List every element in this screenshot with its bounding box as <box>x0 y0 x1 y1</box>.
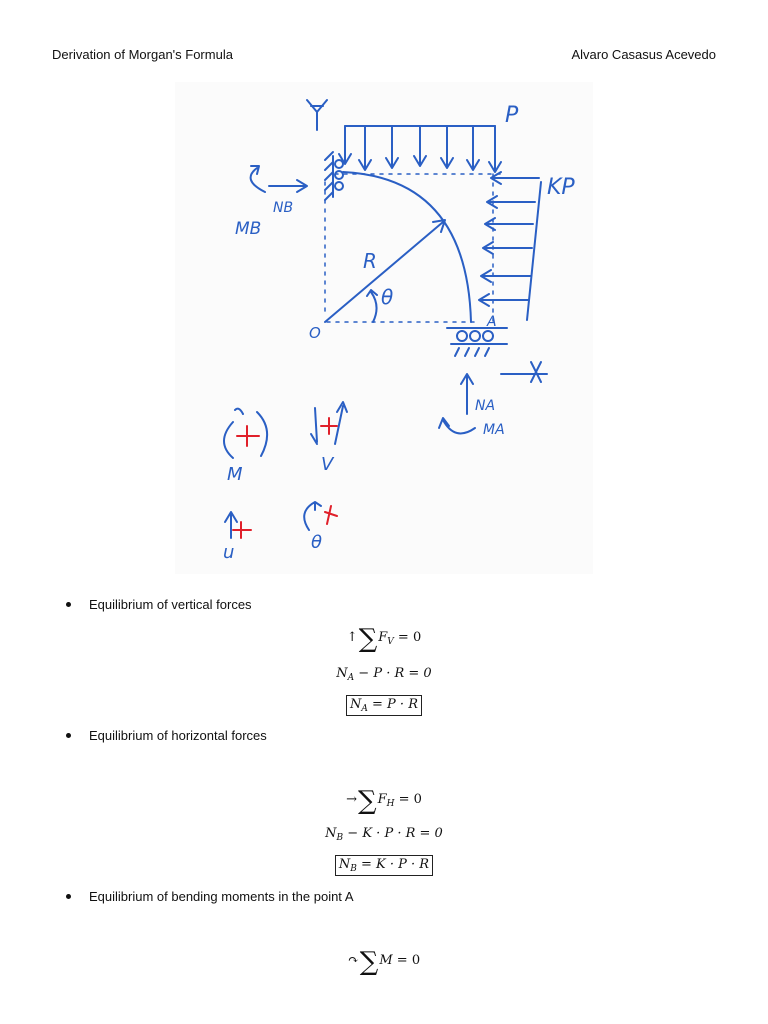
support-a-symbol <box>501 362 547 382</box>
label-theta: θ <box>381 285 394 309</box>
eq-symbol: N <box>336 666 348 681</box>
label-m: M <box>227 464 243 485</box>
eq-symbol: F <box>377 792 387 807</box>
bullet-horizontal-forces <box>66 728 267 743</box>
bullet-text: Equilibrium of bending moments in the point A <box>89 889 354 904</box>
ma-arc <box>439 418 475 433</box>
label-kp: KP <box>547 175 575 200</box>
eq-rest: = K · P · R <box>356 857 430 872</box>
eq-subscript: V <box>387 637 394 647</box>
eq-rhs: = 0 <box>392 953 421 968</box>
eq-symbol: N <box>325 826 337 841</box>
label-ma: MA <box>483 422 505 438</box>
bullet-text: Equilibrium of vertical forces <box>89 597 252 612</box>
structure-sketch <box>175 82 593 574</box>
sigma-symbol: ∑ <box>358 624 378 654</box>
support-b-hatch <box>325 152 333 200</box>
eq-subscript: A <box>361 704 368 714</box>
arch-curve <box>343 172 471 322</box>
label-nb: NB <box>273 200 294 216</box>
equation-sum-fh <box>0 786 768 816</box>
eq-symbol: M <box>379 953 393 968</box>
theta-arc <box>367 290 377 322</box>
load-p-arrows <box>339 126 501 172</box>
hand-drawn-diagram <box>175 82 593 574</box>
shear-plus-sign <box>321 418 337 434</box>
moment-plus-sign <box>237 426 259 446</box>
eq-subscript: A <box>347 673 355 683</box>
eq-rest: − P · R = 0 <box>354 666 432 681</box>
bullet-text: Equilibrium of horizontal forces <box>89 728 267 743</box>
equation-sum-m <box>0 947 768 977</box>
support-a-hatch <box>451 344 507 356</box>
equation-nb-result <box>0 855 768 876</box>
eq-subscript: B <box>350 864 357 874</box>
eq-rest: − K · P · R = 0 <box>343 826 443 841</box>
bullet-dot <box>66 894 71 899</box>
document-title: Derivation of Morgan's Formula <box>52 47 233 62</box>
na-arrow <box>461 374 473 414</box>
eq-subscript: H <box>386 799 395 809</box>
equation-sum-fv <box>0 624 768 654</box>
eq-symbol: F <box>378 630 388 645</box>
label-v: V <box>321 454 334 475</box>
theta-sign-arc <box>304 502 321 530</box>
equation-na-expanded <box>0 666 768 683</box>
sigma-symbol: ∑ <box>358 786 377 816</box>
eq-symbol: N <box>350 697 362 712</box>
label-r: R <box>363 249 377 273</box>
boxed-result <box>335 855 433 876</box>
equation-na-result <box>0 695 768 716</box>
bullet-bending-moments <box>66 889 354 904</box>
u-sign-arrow <box>225 512 237 538</box>
nb-arrow <box>269 180 307 192</box>
u-plus-sign <box>233 522 251 538</box>
eq-arrow: ↷ <box>347 953 359 968</box>
roller-a-1 <box>457 331 467 341</box>
roller-b-3 <box>335 182 343 190</box>
roller-a-3 <box>483 331 493 341</box>
roller-a-2 <box>470 331 480 341</box>
label-na: NA <box>475 398 496 414</box>
bullet-dot <box>66 602 71 607</box>
label-theta-sign: θ <box>311 532 323 553</box>
label-p: P <box>505 103 519 128</box>
bullet-vertical-forces <box>66 597 252 612</box>
mb-arc <box>251 166 265 192</box>
eq-symbol: N <box>338 857 351 872</box>
eq-rhs: = 0 <box>394 792 422 807</box>
label-a: A <box>487 314 497 330</box>
moment-sign-arcs <box>224 409 267 458</box>
support-top-symbol <box>307 100 327 130</box>
eq-rhs: = 0 <box>393 630 422 645</box>
label-o: O <box>309 324 321 342</box>
equation-nb-expanded <box>0 826 768 843</box>
bullet-dot <box>66 733 71 738</box>
eq-rest: = P · R <box>367 697 418 712</box>
roller-b-2 <box>335 171 343 179</box>
label-mb: MB <box>235 219 262 239</box>
sigma-symbol: ∑ <box>359 947 379 977</box>
theta-plus-sign <box>325 506 337 524</box>
label-u: u <box>223 542 235 563</box>
eq-arrow: ↑ <box>346 630 358 645</box>
eq-arrow: → <box>346 792 357 807</box>
eq-subscript: B <box>336 833 344 843</box>
roller-b-1 <box>335 160 343 168</box>
boxed-result <box>346 695 422 716</box>
author-name: Alvaro Casasus Acevedo <box>571 47 716 62</box>
